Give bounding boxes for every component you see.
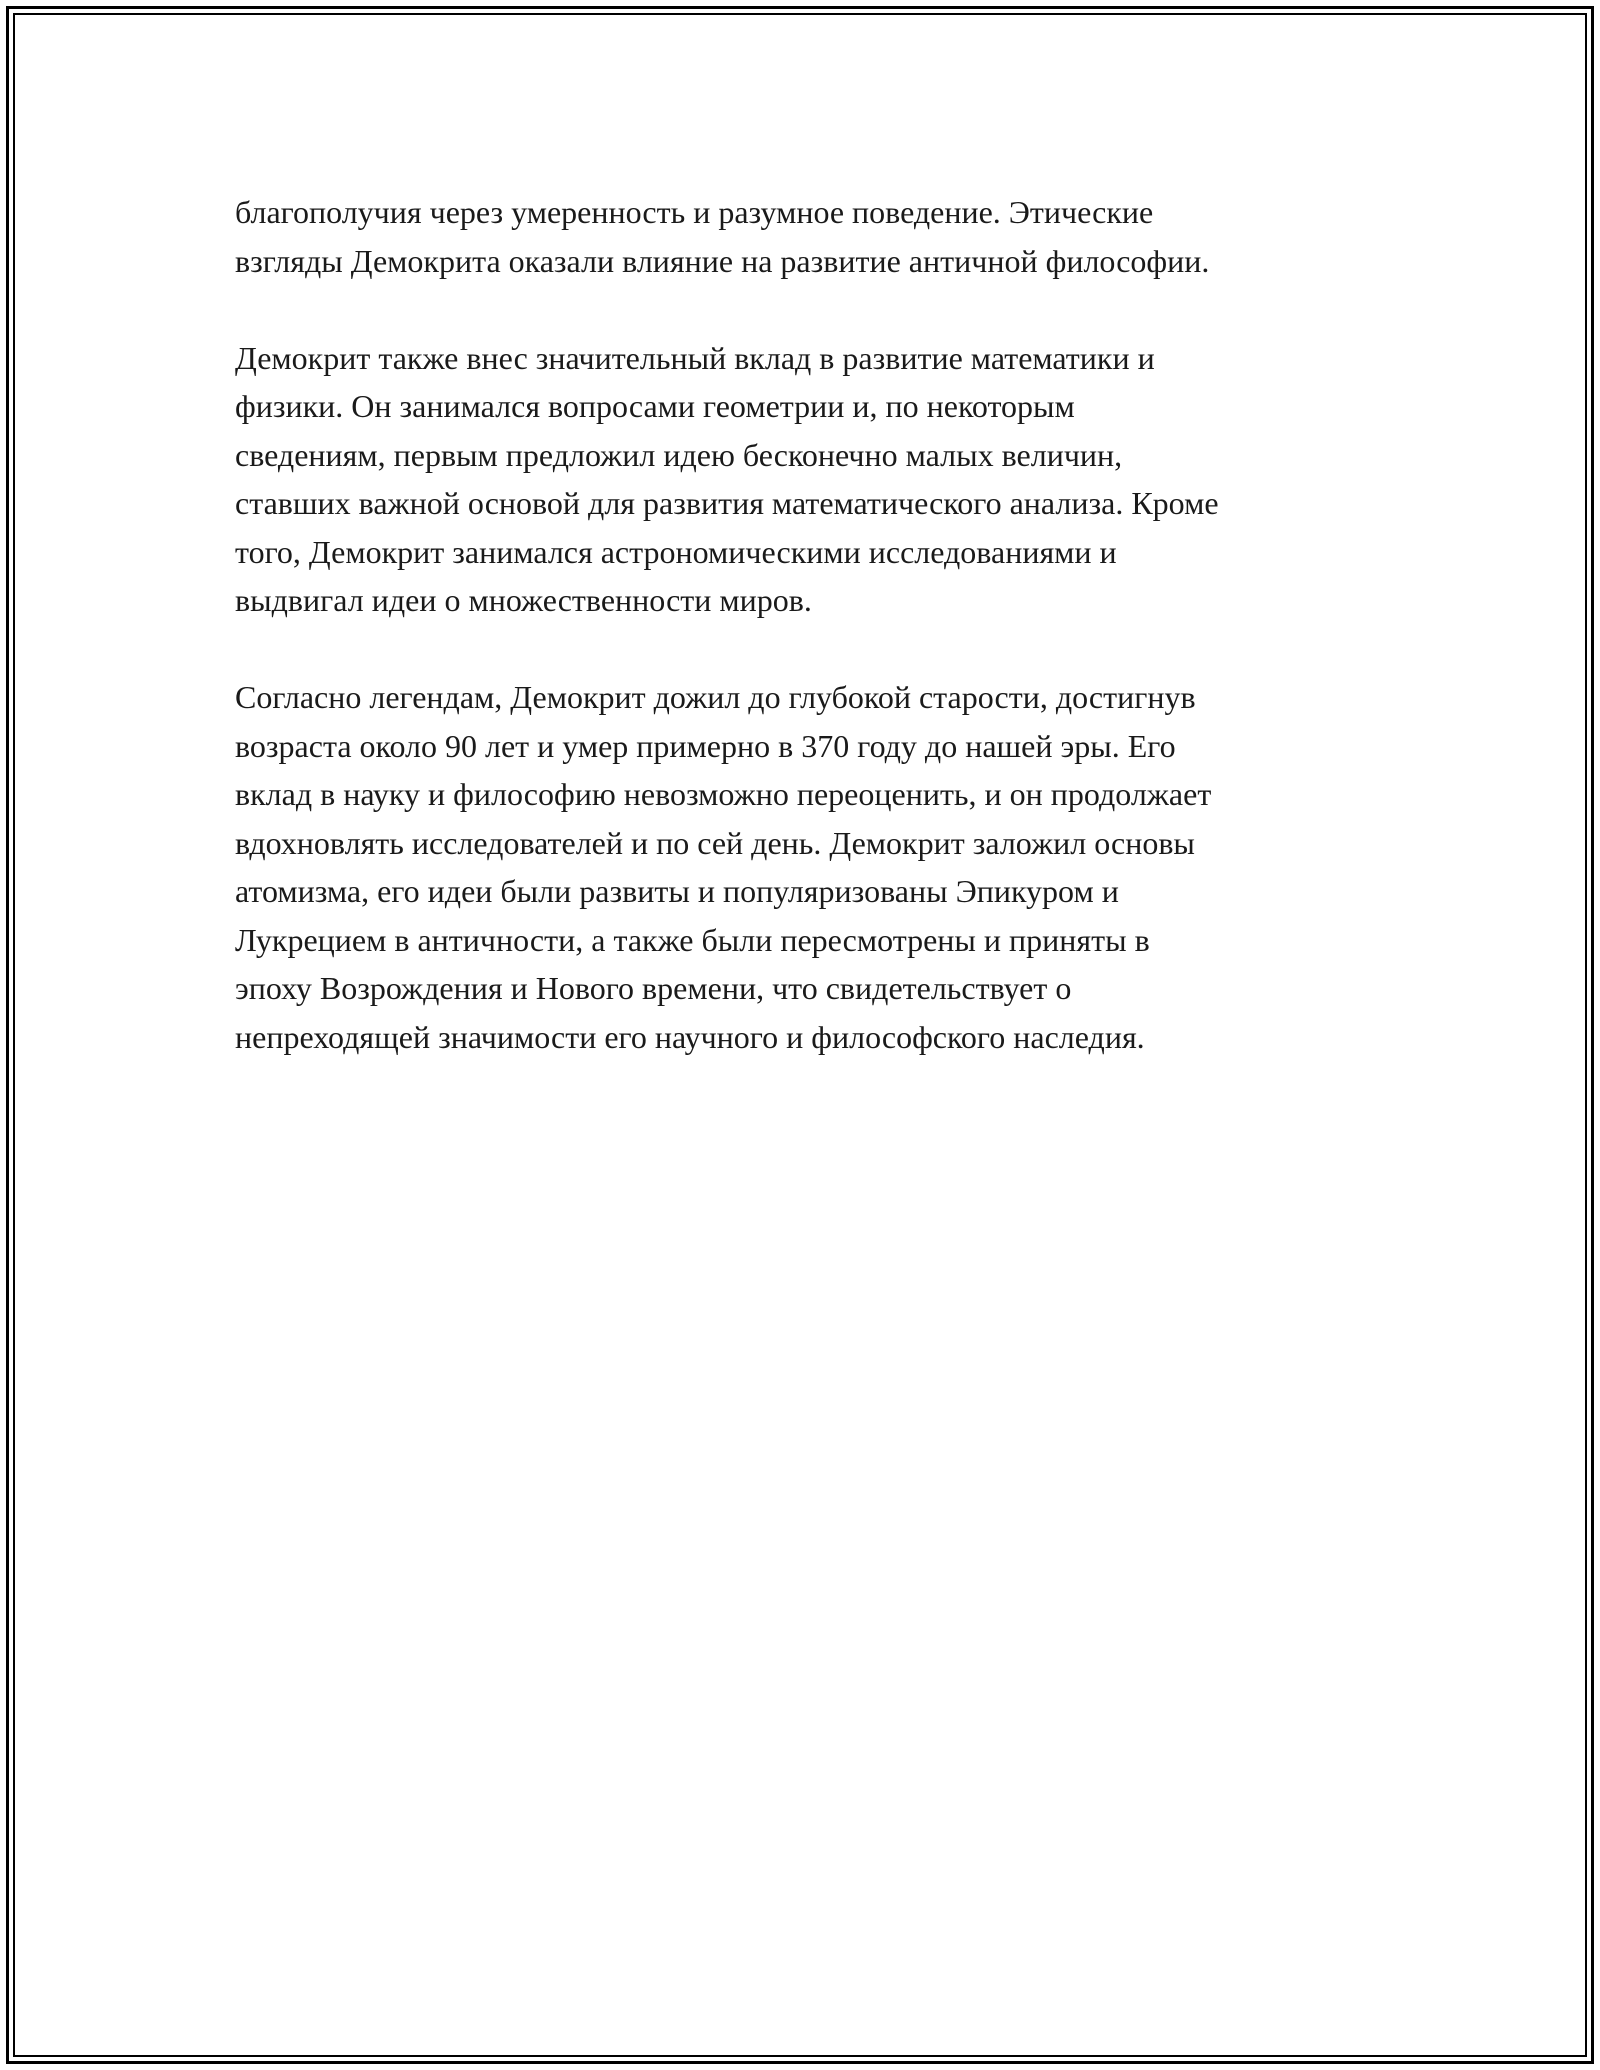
paragraph-mathematics	[235, 334, 1375, 625]
text-line: Согласно легендам, Демокрит дожил до глубокой старости, достигнув	[235, 679, 1196, 715]
text-line: Демокрит также внес значительный вклад в развитие математики и	[235, 339, 1155, 376]
paragraph-ethics	[235, 188, 1375, 285]
text-line: взгляды Демокрита оказали влияние на развитие античной философии.	[235, 242, 1210, 279]
text-line: непреходящей значимости его научного и философского наследия.	[235, 1018, 1145, 1055]
paragraph-legacy	[235, 673, 1375, 1061]
text-line: эпоху Возрождения и Нового времени, что свидетельствует о	[235, 970, 1072, 1006]
text-line: атомизма, его идеи были развиты и популяризованы Эпикуром и	[235, 873, 1119, 909]
text-line: того, Демокрит занимался астрономическими исследованиями и	[235, 533, 1117, 570]
text-line: Лукрецием в античности, а также были пересмотрены и приняты в	[235, 921, 1150, 958]
text-line: вклад в науку и философию невозможно переоценить, и он продолжает	[235, 776, 1212, 812]
text-line: благополучия через умеренность и разумное поведение. Этические	[235, 194, 1154, 230]
text-line: сведениям, первым предложил идею бесконечно малых величин,	[235, 436, 1123, 473]
text-line: ставших важной основой для развития математического анализа. Кроме	[235, 485, 1219, 521]
text-line: физики. Он занимался вопросами геометрии и, по некоторым	[235, 388, 1075, 424]
text-line: возраста около 90 лет и умер примерно в 370 году до нашей эры. Его	[235, 727, 1176, 764]
document-body	[235, 188, 1375, 1110]
text-line: выдвигал идеи о множественности миров.	[235, 582, 812, 618]
text-line: вдохновлять исследователей и по сей день. Демокрит заложил основы	[235, 824, 1195, 861]
